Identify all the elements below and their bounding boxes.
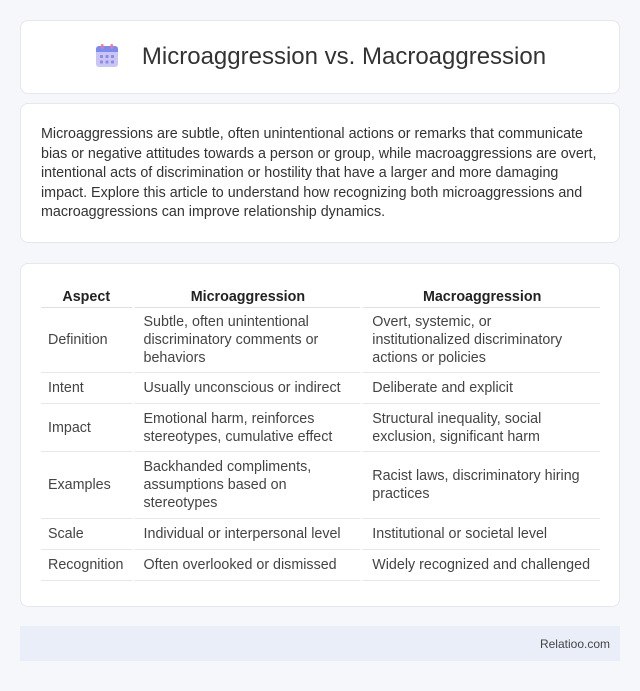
row-aspect: Definition: [41, 308, 132, 373]
row-aspect: Scale: [41, 519, 132, 550]
table-row: [41, 373, 600, 404]
row-macroaggression: Structural inequality, social exclusion, significant harm: [360, 404, 600, 452]
row-microaggression: Usually unconscious or indirect: [132, 373, 361, 404]
row-macroaggression: Overt, systemic, or institutionalized discriminatory actions or policies: [360, 308, 600, 373]
table-row: [41, 519, 600, 550]
column-header-aspect: Aspect: [41, 285, 132, 308]
row-microaggression: Subtle, often unintentional discriminatory comments or behaviors: [132, 308, 361, 373]
row-microaggression: Backhanded compliments, assumptions based on stereotypes: [132, 452, 361, 519]
footer: [20, 626, 620, 661]
comparison-card: [20, 263, 620, 607]
table-row: [41, 550, 600, 581]
row-macroaggression: Institutional or societal level: [360, 519, 600, 550]
footer-brand: Relatioo.com: [539, 636, 610, 651]
row-microaggression: Individual or interpersonal level: [132, 519, 361, 550]
calendar-icon: [94, 43, 120, 69]
row-microaggression: Often overlooked or dismissed: [132, 550, 361, 581]
column-header-microaggression: Microaggression: [132, 285, 361, 308]
row-microaggression: Emotional harm, reinforces stereotypes, cumulative effect: [132, 404, 361, 452]
column-header-macroaggression: Macroaggression: [360, 285, 600, 308]
table-row: [41, 452, 600, 519]
intro-paragraph: Microaggressions are subtle, often unintentional actions or remarks that communicate bias or negative attitudes towards a person or group, while macroaggressions are overt, intentional acts of discrimination or hostility that have a larger and more damaging impact. Explore this article to understand how recognizing both microaggressions and macroaggressions can improve relationship dynamics.: [41, 126, 597, 221]
intro-card: [20, 103, 620, 243]
row-aspect: Recognition: [41, 550, 132, 581]
table-row: [41, 404, 600, 452]
title-card: [20, 20, 620, 94]
comparison-table: [41, 285, 600, 581]
row-macroaggression: Racist laws, discriminatory hiring practices: [360, 452, 600, 519]
table-row: [41, 308, 600, 373]
row-aspect: Intent: [41, 373, 132, 404]
row-macroaggression: Deliberate and explicit: [360, 373, 600, 404]
page-title: Microaggression vs. Macroaggression: [141, 43, 547, 70]
row-aspect: Impact: [41, 404, 132, 452]
row-macroaggression: Widely recognized and challenged: [360, 550, 600, 581]
table-header-row: [41, 285, 600, 308]
row-aspect: Examples: [41, 452, 132, 519]
